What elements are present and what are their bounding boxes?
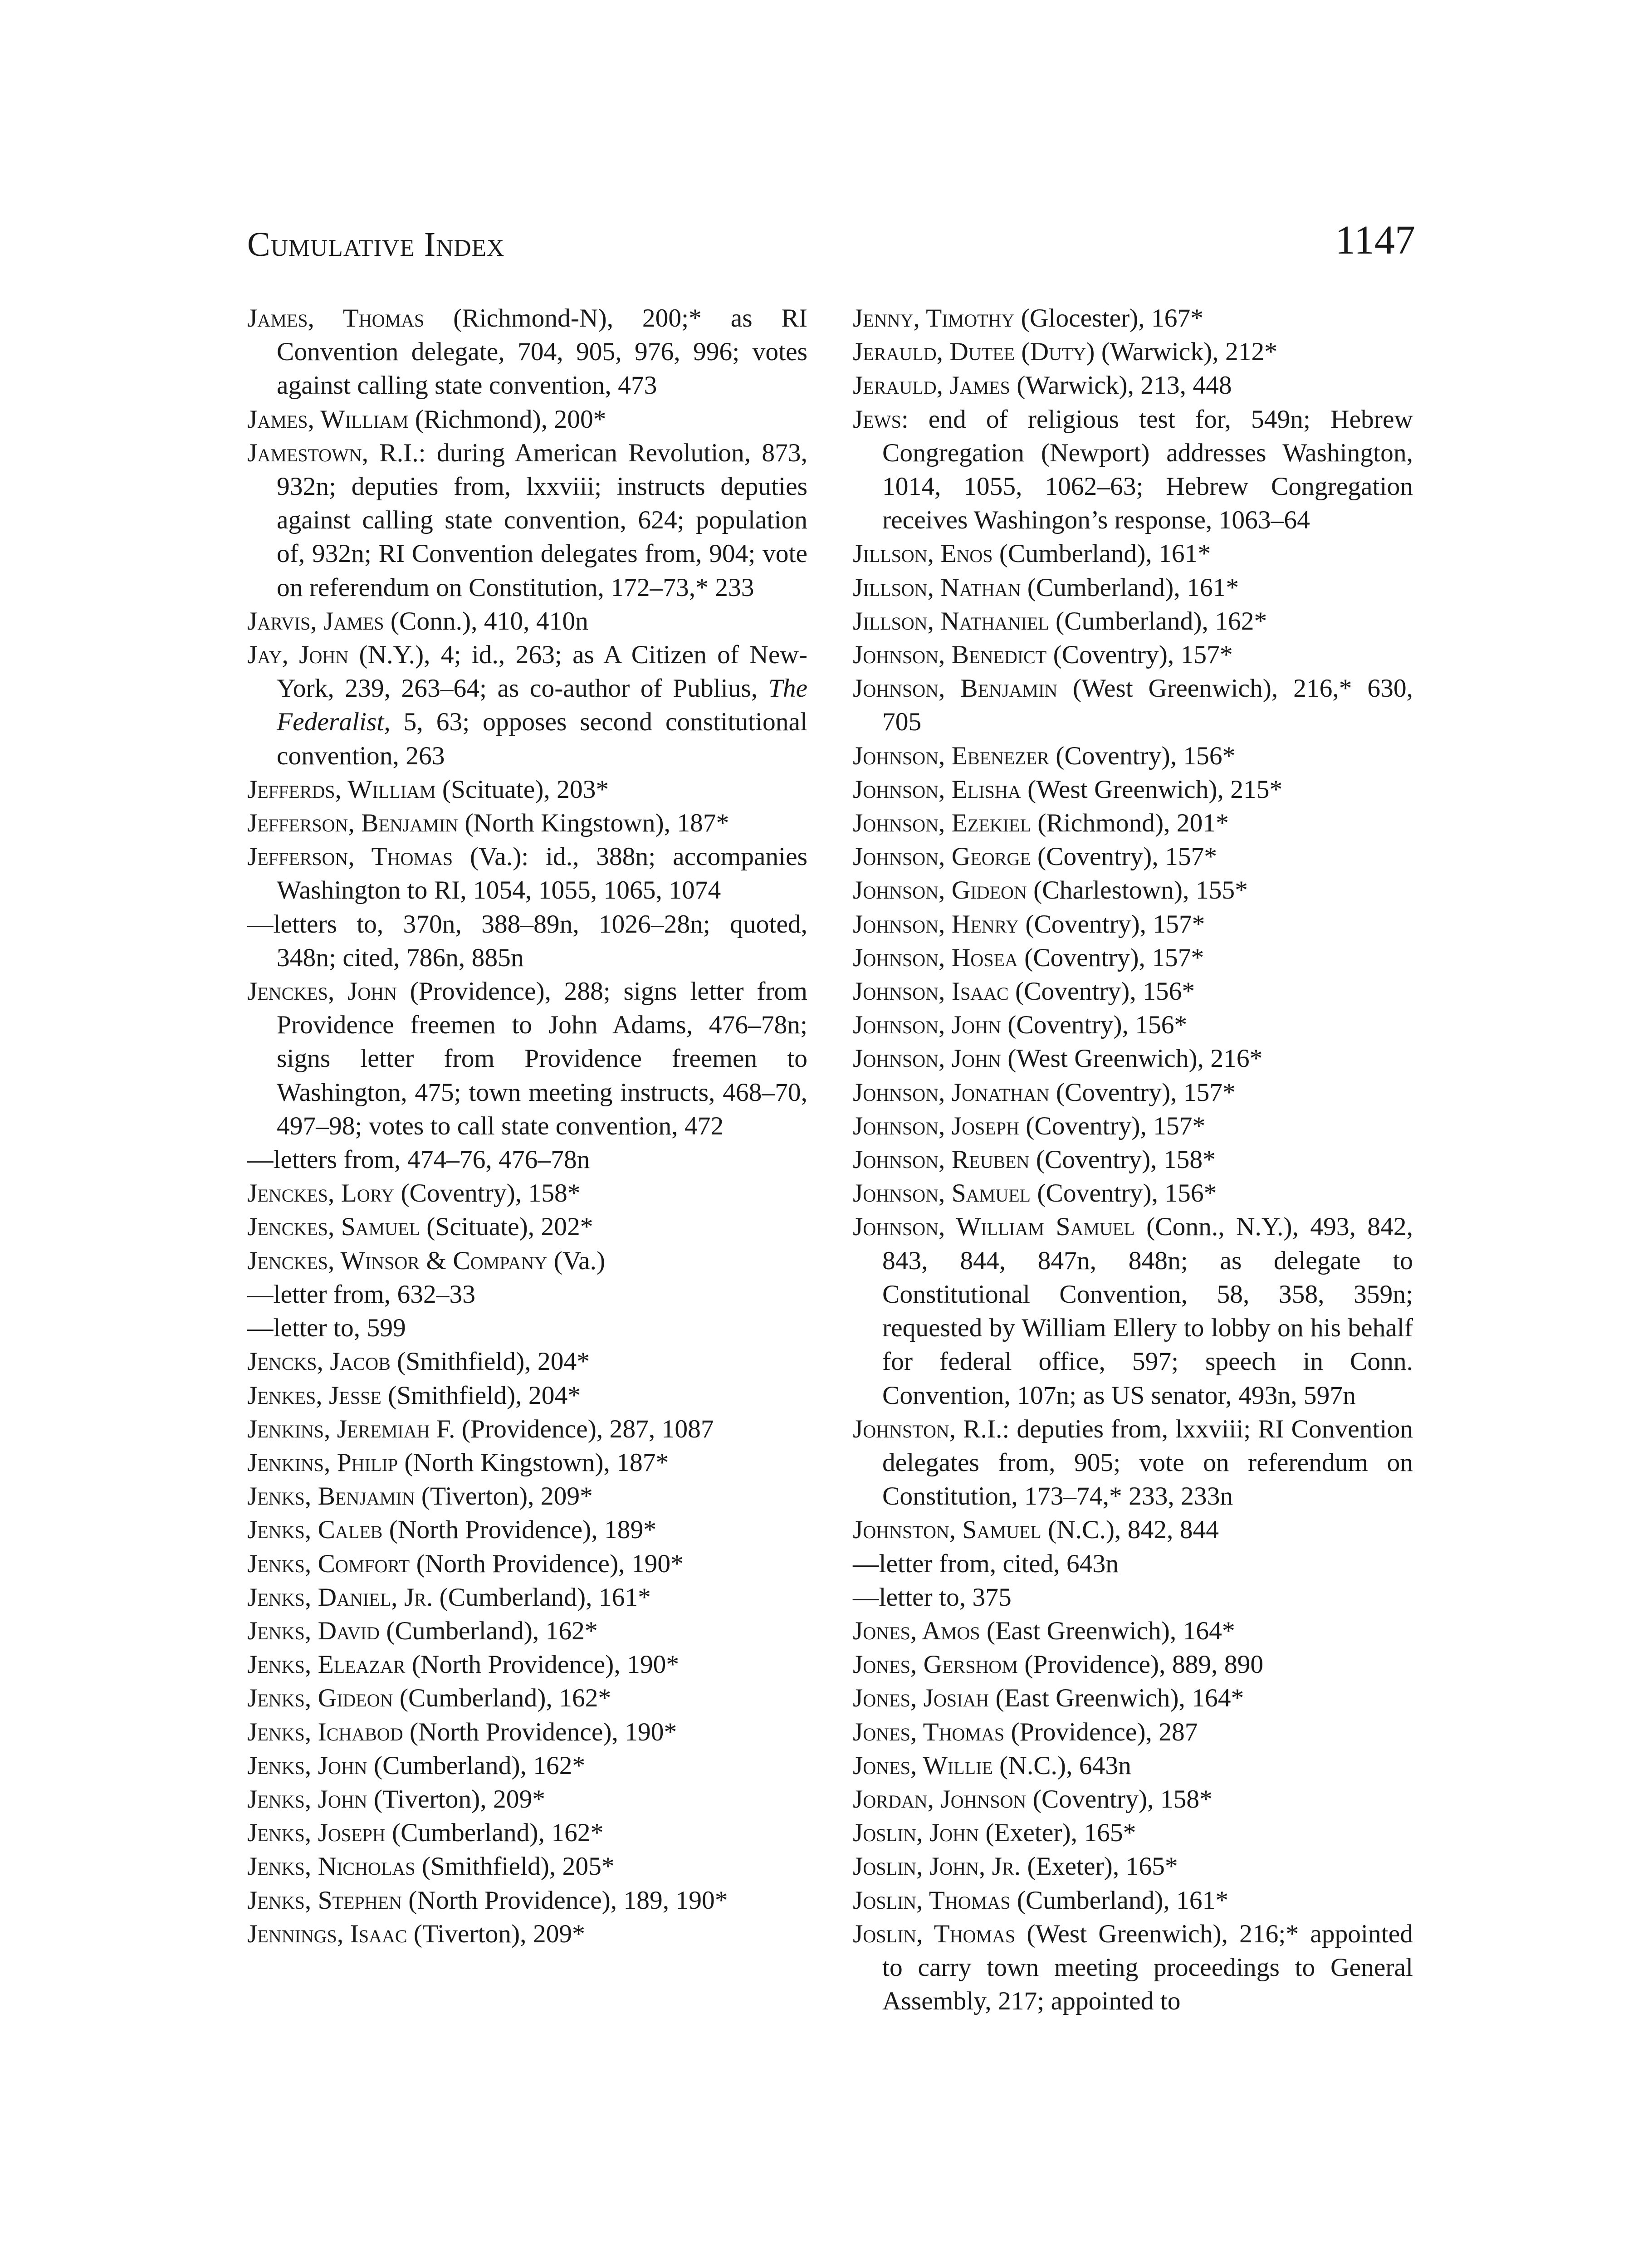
index-entry-text: (Cumberland), 162* [367,1751,586,1780]
running-title: Cumulative Index [247,225,505,264]
index-entry-heading: Jamestown [247,438,362,467]
index-entry [247,1513,807,1547]
index-entry-heading: Jenckes, Winsor & Company [247,1246,548,1275]
index-entry-text: (Cumberland), 162* [385,1818,604,1848]
index-entry-heading: Jordan, Johnson [853,1784,1027,1813]
index-entry [247,1681,807,1715]
index-entry-text: (Richmond-N), 200;* as RI Convention delegate, 704, 905, 976, 996; votes against calling state convention, 473 [277,304,807,400]
index-entry-heading: Johnson, John [853,1044,1001,1073]
index-entry-text: (Tiverton), 209* [415,1482,593,1511]
index-entry-text: (Coventry), 157* [1046,640,1233,670]
index-entry-text: (Smithfield), 204* [381,1381,581,1410]
index-entry [247,1244,807,1278]
index-entry-heading: Johnson, Benedict [853,640,1047,670]
index-entry-text: (Providence), 287, 1087 [455,1414,714,1443]
index-entry-text: (Conn., N.Y.), 493, 842, 843, 844, 847n, 848n; as delegate to Constitutional Convention, 58, 358, 359n; requested by William Ellery to lobby on his behalf for federal office, 597; speech in Conn. Convention, 107n; as US senator, 493n, 597n [882,1212,1413,1410]
index-entry [247,1413,807,1446]
index-entry-text: (Smithfield), 204* [390,1347,590,1376]
index-entry [247,1210,807,1244]
index-entry [853,1749,1413,1783]
index-entry [853,1008,1413,1042]
index-entry-heading: Jillson, Nathaniel [853,606,1049,635]
index-entry [247,403,807,436]
index-entry-heading: Johnson, Hosea [853,943,1018,972]
index-entry [853,672,1413,739]
index-entry-text: —letter from, 632–33 [247,1280,476,1309]
index-entry [853,874,1413,907]
index-entry-heading: Jenkes, Jesse [247,1381,381,1410]
index-entry-heading: Jenks, Benjamin [247,1482,415,1511]
index-entry-heading: Johnson, Henry [853,909,1019,938]
index-entry-heading: Johnson, Gideon [853,876,1027,905]
index-entry [853,1143,1413,1177]
index-entry-heading: Jay, John [247,640,349,670]
index-entry-heading: Jews [853,405,901,434]
index-entry [247,1143,807,1177]
index-entry-heading: Jillson, Nathan [853,573,1021,602]
index-entry-text: (Exeter), 165* [978,1818,1136,1848]
index-entry-heading: Jencks, Jacob [247,1347,391,1376]
index-entry [853,605,1413,638]
index-entry [247,638,807,773]
index-entry-text: (Richmond), 201* [1031,809,1229,838]
index-entry-text: (Coventry), 157* [1019,1111,1206,1140]
index-entry [247,302,807,403]
index-entry-heading: James, William [247,405,409,434]
index-entry [853,975,1413,1008]
index-entry [853,1783,1413,1816]
index-entry [853,302,1413,335]
index-entry-text: (Tiverton), 209* [367,1784,546,1813]
index-entry [247,1749,807,1783]
index-entry [247,1446,807,1480]
index-entry-heading: Jefferds, William [247,775,436,804]
index-entry-heading: Johnson, Ebenezer [853,741,1049,770]
index-entry-heading: Jenkins, Philip [247,1448,398,1477]
index-entry-text: : end of religious test for, 549n; Hebrew Congregation (Newport) addresses Washington, 1014, 1055, 1062–63; Hebrew Congregation receives Washingon’s response, 1063–64 [882,405,1413,535]
index-entry-heading: Jones, Willie [853,1751,993,1780]
index-entry [853,1850,1413,1883]
index-entry-heading: Jerauld, Dutee (Duty) [853,337,1095,367]
index-column-right [853,302,1413,2018]
index-entry-text: (North Providence), 189, 190* [401,1886,728,1915]
index-entry-text: (Scituate), 202* [420,1212,593,1242]
index-entry [853,1816,1413,1850]
index-entry [247,1345,807,1378]
index-entry-heading: Jenckes, John [247,977,397,1006]
index-entry [853,807,1413,840]
index-entry [247,773,807,807]
index-entry-text: (Cumberland), 162* [379,1616,598,1645]
index-entry [247,1581,807,1614]
index-entry-text: (Coventry), 158* [394,1179,581,1208]
index-entry-text: —letters from, 474–76, 476–78n [247,1145,590,1174]
index-column-left [247,302,807,1951]
index-entry-text: (East Greenwich), 164* [989,1684,1244,1713]
index-entry-heading: Jenks, Daniel, Jr. [247,1583,433,1612]
index-entry [247,840,807,907]
index-entry-heading: Johnson, Samuel [853,1179,1031,1208]
index-entry-text: (North Providence), 190* [405,1650,680,1679]
index-entry-heading: Jefferson, Benjamin [247,809,459,838]
index-entry [853,1110,1413,1143]
index-entry-heading: Jones, Amos [853,1616,980,1645]
index-entry-text: (Tiverton), 209* [407,1919,585,1948]
index-entry-text: (Coventry), 157* [1049,1078,1236,1107]
index-entry-text: (Va.) [547,1246,606,1275]
index-entry [853,1547,1413,1581]
index-entry [247,1614,807,1648]
index-entry-heading: Jefferson, Thomas [247,842,453,871]
page-number: 1147 [1335,218,1415,263]
index-entry [247,1177,807,1210]
index-entry [247,1278,807,1311]
index-entry [853,1917,1413,2019]
index-entry [853,1581,1413,1614]
index-entry-text: (East Greenwich), 164* [980,1616,1235,1645]
index-entry-heading: Jenks, Stephen [247,1886,402,1915]
index-entry-heading: Jenks, Nicholas [247,1852,416,1881]
index-entry [247,1816,807,1850]
index-entry-text: (North Kingstown), 187* [458,809,729,838]
index-entry-text: , R.I.: deputies from, lxxviii; RI Convention delegates from, 905; vote on referendum on Constitution, 173–74,* 233, 233n [882,1414,1413,1511]
index-entry-heading: Johnson, William Samuel [853,1212,1135,1242]
index-entry-text: (N.C.), 842, 844 [1041,1515,1219,1545]
index-entry-heading: Joslin, John, Jr. [853,1852,1021,1881]
index-entry-text: (Providence), 889, 890 [1017,1650,1264,1679]
index-entry-heading: Johnson, Benjamin [853,674,1058,703]
index-entry-heading: Jenks, John [247,1784,367,1813]
index-entry-heading: Joslin, John [853,1818,979,1848]
index-entry [853,537,1413,571]
index-entry-text: (Cumberland), 161* [1021,573,1239,602]
index-entry-heading: Jenks, Ichabod [247,1717,403,1746]
index-entry-text: (Coventry), 156* [1049,741,1236,770]
index-entry-heading: Jones, Josiah [853,1684,989,1713]
index-entry [853,1648,1413,1681]
index-entry [853,1177,1413,1210]
index-entry [247,1850,807,1883]
index-entry [247,1379,807,1413]
index-entry-heading: Jones, Gershom [853,1650,1018,1679]
index-entry-italic: The Federalist, [277,674,807,737]
index-entry-text: (Charlestown), 155* [1027,876,1248,905]
index-entry [247,1648,807,1681]
index-entry-heading: Jenkins, Jeremiah F. [247,1414,455,1443]
index-entry [853,1614,1413,1648]
index-entry-heading: Jennings, Isaac [247,1919,407,1948]
index-entry-heading: Jenckes, Lory [247,1179,395,1208]
index-entry [247,1917,807,1951]
index-entry [853,739,1413,773]
index-entry-text: (West Greenwich), 216;* appointed to carry town meeting proceedings to General Assembly, 217; appointed to [882,1919,1413,2016]
index-entry-text: (Coventry), 157* [1031,842,1217,871]
index-entry [247,807,807,840]
index-entry [853,908,1413,941]
index-entry-text: (Coventry), 156* [1008,977,1195,1006]
index-entry-heading: Jenckes, Samuel [247,1212,420,1242]
index-entry [247,605,807,638]
index-entry [247,1480,807,1513]
index-entry-text: (Coventry), 156* [1001,1011,1188,1040]
index-entry-text: (Coventry), 158* [1026,1784,1213,1813]
index-entry-heading: Johnson, Joseph [853,1111,1019,1140]
index-entry-heading: Jerauld, James [853,371,1010,400]
index-entry-text: (Cumberland), 162* [1049,606,1267,635]
index-entry [247,436,807,605]
index-entry-text: (Richmond), 200* [408,405,606,434]
index-entry-heading: Johnson, Jonathan [853,1078,1050,1107]
index-entry-text: (North Providence), 190* [403,1717,677,1746]
index-entry-heading: Jarvis, James [247,606,384,635]
index-entry [853,369,1413,402]
index-entry-text: (Cumberland), 161* [993,539,1211,568]
index-entry-heading: Jenks, Caleb [247,1515,383,1545]
index-entry-text: (North Providence), 190* [410,1549,684,1578]
index-entry [247,1783,807,1816]
index-entry-text: (Cumberland), 161* [1010,1886,1229,1915]
index-entry-text: (Warwick), 213, 448 [1010,371,1232,400]
index-entry-heading: Johnson, John [853,1011,1001,1040]
index-entry [247,1311,807,1345]
index-entry-text: (West Greenwich), 215* [1021,775,1283,804]
index-entry [853,1716,1413,1749]
index-entry-heading: Johnson, Elisha [853,775,1021,804]
index-entry-text: (Scituate), 203* [435,775,609,804]
index-entry-text: (North Kingstown), 187* [397,1448,669,1477]
index-entry [853,941,1413,975]
index-entry-text: (Cumberland), 162* [393,1684,611,1713]
index-entry [853,1076,1413,1110]
index-entry [853,840,1413,874]
index-entry-heading: Johnson, George [853,842,1031,871]
index-entry-text-cont: 5, 63; opposes second constitutional convention, 263 [277,708,807,770]
index-entry-text: (N.Y.), 4; id., 263; as A Citizen of New-York, 239, 263–64; as co-author of Publius, [277,640,808,703]
index-entry [853,1884,1413,1917]
index-entry [247,1884,807,1917]
index-entry-heading: Johnson, Ezekiel [853,809,1031,838]
index-entry-text: (Conn.), 410, 410n [384,606,588,635]
index-entry-text: , R.I.: during American Revolution, 873, 932n; deputies from, lxxviii; instructs deputies against calling state convention, 624; population of, 932n; RI Convention delegates from, 904; vote on referendum on Constitution, 172–73,* 233 [277,438,807,602]
index-entry [247,1547,807,1581]
index-entry [853,571,1413,605]
index-entry [853,1681,1413,1715]
index-entry-text: (Providence), 287 [1004,1717,1198,1746]
index-entry-text: —letter to, 375 [853,1583,1012,1612]
index-entry-text: (Cumberland), 161* [433,1583,651,1612]
index-entry [247,975,807,1143]
index-entry-text: (Glocester), 167* [1014,304,1204,332]
index-entry [853,1042,1413,1075]
index-entry-heading: Johnston, Samuel [853,1515,1041,1545]
index-entry-heading: Jones, Thomas [853,1717,1005,1746]
index-entry-text: (Va.): id., 388n; accompanies Washington to RI, 1054, 1055, 1065, 1074 [277,842,807,905]
index-entry-heading: Jenks, David [247,1616,380,1645]
index-entry-text: (Coventry), 157* [1019,909,1205,938]
index-entry [853,773,1413,807]
index-entry [853,1413,1413,1514]
index-entry-text: —letter from, cited, 643n [853,1549,1119,1578]
index-entry-heading: Joslin, Thomas [853,1886,1011,1915]
index-entry-heading: Johnston [853,1414,949,1443]
index-entry [853,335,1413,369]
index-entry-text: (Coventry), 158* [1029,1145,1216,1174]
index-entry [247,1716,807,1749]
index-entry-text: (Providence), 288; signs letter from Providence freemen to John Adams, 476–78n; signs letter from Providence freemen to Washington, 475; town meeting instructs, 468–70, 497–98; votes to call state convention, 472 [277,977,807,1140]
index-entry-text: (Coventry), 157* [1017,943,1204,972]
index-entry [853,638,1413,672]
index-entry-heading: Jenks, John [247,1751,367,1780]
index-entry-text: (West Greenwich), 216,* 630, 705 [882,674,1413,737]
index-entry-text: (West Greenwich), 216* [1001,1044,1263,1073]
index-entry-heading: Jenks, Gideon [247,1684,393,1713]
index-entry-text: (Smithfield), 205* [415,1852,615,1881]
index-entry-heading: Jenks, Joseph [247,1818,386,1848]
index-entry-text: —letter to, 599 [247,1314,406,1343]
index-entry-text: (Warwick), 212* [1095,337,1277,367]
index-entry-heading: Jenny, Timothy [853,304,1015,332]
running-header [247,217,1415,267]
index-entry-heading: Joslin, Thomas [853,1919,1016,1948]
index-entry-heading: Johnson, Reuben [853,1145,1030,1174]
index-entry-heading: Johnson, Isaac [853,977,1009,1006]
index-entry-heading: Jenks, Eleazar [247,1650,406,1679]
index-entry-heading: Jenks, Comfort [247,1549,410,1578]
index-entry-heading: Jillson, Enos [853,539,993,568]
index-entry [853,1210,1413,1412]
index-entry [853,403,1413,538]
index-entry-text: (Exeter), 165* [1021,1852,1178,1881]
index-entry-text: (Coventry), 156* [1031,1179,1217,1208]
index-entry [853,1513,1413,1547]
index-entry-heading: James, Thomas [247,304,425,332]
index-entry-text: —letters to, 370n, 388–89n, 1026–28n; quoted, 348n; cited, 786n, 885n [247,909,807,972]
index-entry [247,908,807,975]
index-entry-text: (North Providence), 189* [382,1515,656,1545]
index-entry-text: (N.C.), 643n [993,1751,1131,1780]
